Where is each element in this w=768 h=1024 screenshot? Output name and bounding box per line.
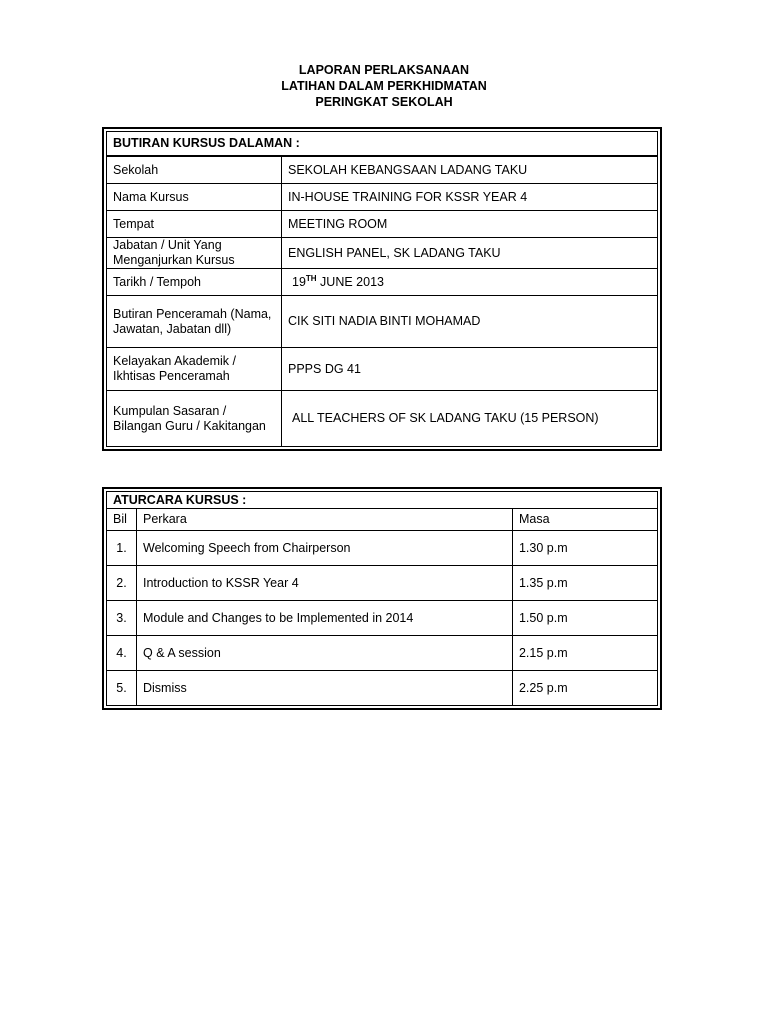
row-label: Kelayakan Akademik / Ikhtisas Penceramah bbox=[107, 348, 282, 391]
row-value bbox=[282, 391, 658, 447]
row-label: Sekolah bbox=[107, 156, 282, 184]
agenda-number: 4. bbox=[107, 636, 137, 671]
agenda-time: 1.50 p.m bbox=[512, 601, 657, 636]
row-label: Tempat bbox=[107, 211, 282, 238]
title-line-3: PERINGKAT SEKOLAH bbox=[315, 95, 453, 109]
row-value: ENGLISH PANEL, SK LADANG TAKU bbox=[282, 238, 658, 269]
table-row bbox=[107, 296, 658, 348]
row-label: Jabatan / Unit Yang Menganjurkan Kursus bbox=[107, 238, 282, 269]
row-label: Nama Kursus bbox=[107, 184, 282, 211]
agenda-time: 2.25 p.m bbox=[512, 671, 657, 706]
document-title bbox=[0, 62, 768, 110]
date-day: 19 bbox=[292, 274, 306, 289]
row-value: IN-HOUSE TRAINING FOR KSSR YEAR 4 bbox=[282, 184, 658, 211]
table-row bbox=[107, 269, 658, 296]
agenda-time: 1.30 p.m bbox=[512, 531, 657, 566]
agenda-heading: ATURCARA KURSUS : bbox=[107, 492, 658, 509]
agenda-item: Dismiss bbox=[137, 671, 513, 706]
table-row bbox=[107, 531, 658, 566]
table-row bbox=[107, 601, 658, 636]
row-label: Butiran Penceramah (Nama, Jawatan, Jabatan dll) bbox=[107, 296, 282, 348]
agenda-item: Welcoming Speech from Chairperson bbox=[137, 531, 513, 566]
agenda-number: 3. bbox=[107, 601, 137, 636]
table-row bbox=[107, 348, 658, 391]
row-value: MEETING ROOM bbox=[282, 211, 658, 238]
agenda-number: 5. bbox=[107, 671, 137, 706]
table-row bbox=[107, 211, 658, 238]
row-label: Tarikh / Tempoh bbox=[107, 269, 282, 296]
row-value-text: ALL TEACHERS OF SK LADANG TAKU (15 PERSON) bbox=[292, 411, 599, 425]
agenda-time: 2.15 p.m bbox=[512, 636, 657, 671]
date-suffix: TH bbox=[305, 273, 317, 283]
table-row bbox=[107, 636, 658, 671]
course-details-table bbox=[102, 127, 662, 451]
table-row bbox=[107, 156, 658, 184]
agenda-table bbox=[102, 487, 662, 710]
row-value bbox=[282, 269, 658, 296]
table-row bbox=[107, 238, 658, 269]
column-header-bil: Bil bbox=[107, 509, 137, 531]
table-row bbox=[107, 391, 658, 447]
agenda-time: 1.35 p.m bbox=[512, 566, 657, 601]
column-header-masa: Masa bbox=[512, 509, 657, 531]
table-row bbox=[107, 671, 658, 706]
agenda-item: Module and Changes to be Implemented in 2014 bbox=[137, 601, 513, 636]
course-details-heading: BUTIRAN KURSUS DALAMAN : bbox=[107, 132, 658, 157]
row-value: SEKOLAH KEBANGSAAN LADANG TAKU bbox=[282, 156, 658, 184]
row-value: CIK SITI NADIA BINTI MOHAMAD bbox=[282, 296, 658, 348]
column-header-perkara: Perkara bbox=[137, 509, 513, 531]
table-row bbox=[107, 566, 658, 601]
title-line-1: LAPORAN PERLAKSANAAN bbox=[298, 63, 470, 77]
agenda-item: Q & A session bbox=[137, 636, 513, 671]
row-label: Kumpulan Sasaran / Bilangan Guru / Kakitangan bbox=[107, 391, 282, 447]
agenda-column-headers bbox=[107, 509, 658, 531]
agenda-number: 1. bbox=[107, 531, 137, 566]
agenda-item: Introduction to KSSR Year 4 bbox=[137, 566, 513, 601]
agenda-number: 2. bbox=[107, 566, 137, 601]
date-rest: JUNE 2013 bbox=[316, 274, 384, 289]
table-row bbox=[107, 184, 658, 211]
row-value: PPPS DG 41 bbox=[282, 348, 658, 391]
title-line-2: LATIHAN DALAM PERKHIDMATAN bbox=[281, 79, 487, 93]
